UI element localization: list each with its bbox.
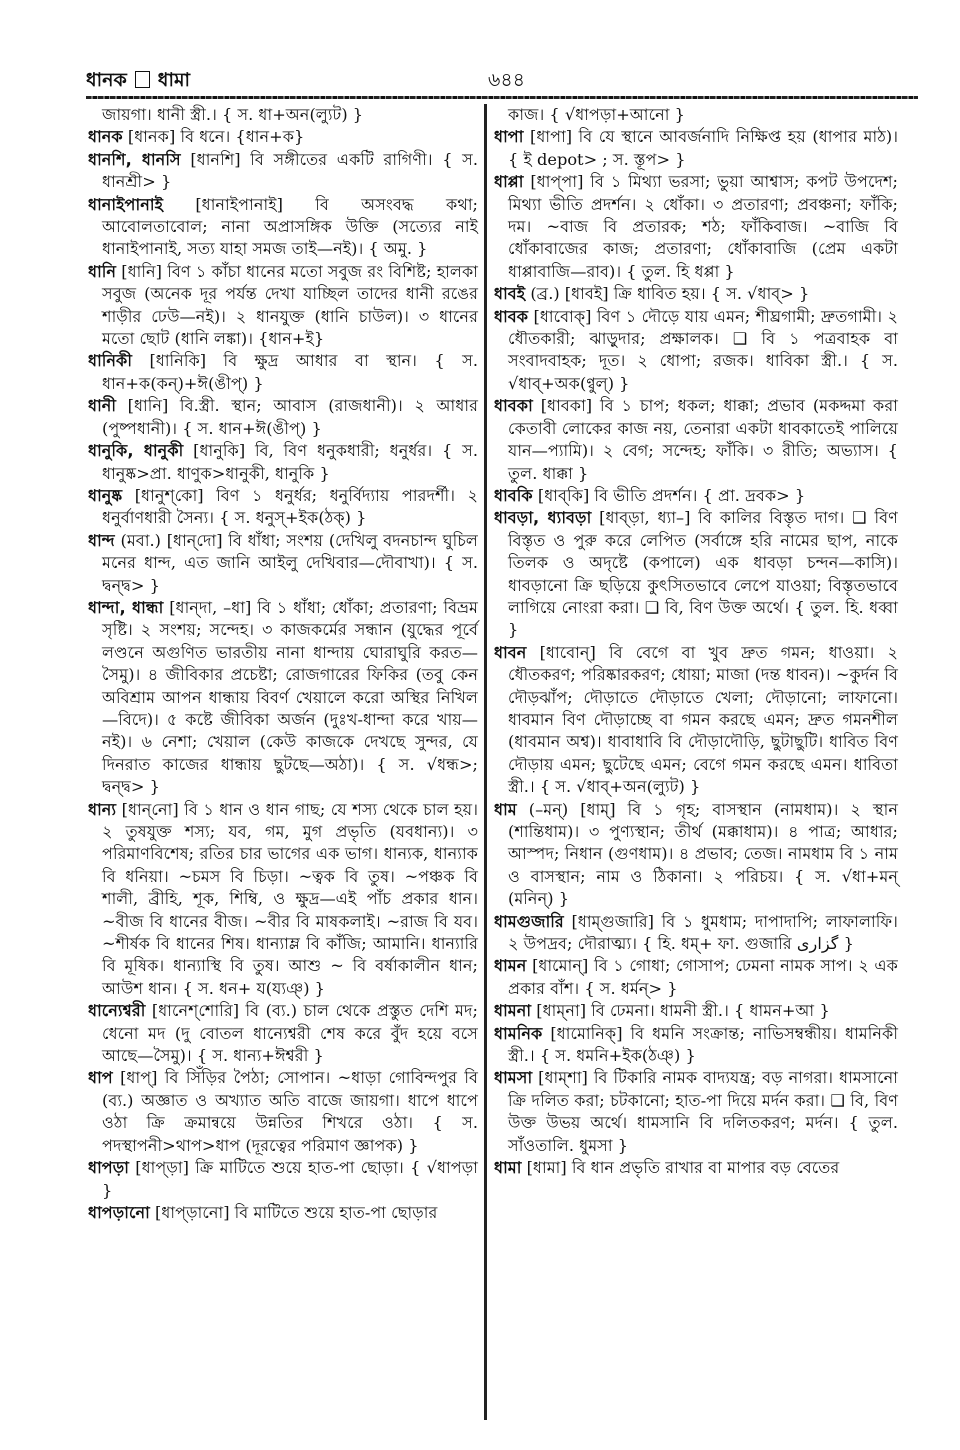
column-divider: [484, 104, 487, 1420]
entry-definition: [ধানি] বিণ ১ কাঁচা ধানের মতো সবুজ রং বিশিষ্ট; হালকা সবুজ (অনেক দূর পর্যন্ত দেখা যাচ্ছিল তাদের ধানী রঙের শাড়ীর ঢেউ—নই)। ২ ধানযুক্ত (ধানি চাউল)। ৩ ধানের মতো ছোট (ধানি লঙ্কা)। {ধান+ই}: [102, 261, 478, 349]
entry-headword: ধাবকা: [494, 396, 533, 416]
entry-definition: [ধানি] বি.স্ত্রী. স্থান; আবাস (রাজধানী)। ২ আধার (পুষ্পধানী)। { স. ধান+ঈ(ঙীপ্) }: [102, 396, 478, 438]
entry-headword: ধান্দ: [88, 530, 115, 550]
entry-definition: [ধাব্‌ড়া, ধ্যা–] বি কালির বিস্তৃত দাগ। ❑ বিণ বিস্তৃত ও পুরু করে লেপিত (সর্বাঙ্গে হরি নামের ছাপ, নাকে তিলক ও অদৃষ্টে (কপালে) এক ধাবড়া চন্দন—কাসি)। ধাবড়ানো ক্রি ছড়িয়ে কুৎসিতভাবে লেপে যাওয়া; বিস্তৃতভাবে লাগিয়ে নোংরা করা। ❑ বি, বিণ উক্ত অর্থে। { তুল. হি. ধব্বা }: [508, 508, 898, 640]
entry-headword: ধাম: [494, 799, 517, 819]
dictionary-entry: [88, 799, 478, 1001]
entry-headword: ধাপ্পা: [494, 172, 524, 192]
entry-definition: [ধামোন্] বি ১ গোধা; গোসাপ; ঢেমনা নামক সাপ। ২ এক প্রকার বাঁশ। { স. ধর্মন্> }: [508, 956, 898, 998]
entry-headword: ধামসা: [494, 1068, 533, 1088]
dictionary-entry: [494, 955, 898, 1000]
dictionary-entry: [88, 395, 478, 440]
dictionary-entry: [494, 306, 898, 396]
entry-headword: ধান্দা, ধান্ধা: [88, 597, 164, 617]
entry-headword: ধাপা: [494, 127, 524, 147]
entry-headword: ধানক: [88, 127, 123, 147]
guide-words: [86, 66, 190, 98]
dictionary-entry: [494, 507, 898, 641]
entry-headword: ধাবক: [494, 306, 529, 326]
dictionary-entry: [494, 395, 898, 485]
left-column: [88, 104, 478, 1224]
dictionary-entry: [494, 1000, 898, 1022]
guide-word-last: ধামা: [157, 69, 191, 91]
page-number: ৬৪৪: [488, 69, 526, 91]
entry-definition: [ধানুকি] বি, বিণ ধনুকধারী; ধনুর্ধর। { স. ধানুষ্ক>প্রা. ধাণুক>ধানুকী, ধানুকি }: [102, 441, 479, 483]
dictionary-entry: [88, 1067, 478, 1157]
dictionary-entry: [494, 283, 898, 305]
entry-definition: [ধানক] বি ধনে। {ধান+ক}: [127, 127, 305, 147]
entry-headword: ধানিকী: [88, 351, 133, 371]
dictionary-entry: [88, 1202, 478, 1224]
entry-definition: [ধাবোন্] বি বেগে বা খুব দ্রুত গমন; ধাওয়া। ২ ধৌতকরণ; পরিষ্কারকরণ; ধোয়া; মাজা (দন্ত ধাবন)। ~কুর্দন বি দৌড়ঝাঁপ; দৌড়াতে দৌড়াতে খেলা; দৌড়ানো; লাফানো। ধাবমান বিণ দৌড়াচ্ছে বা গমন করছে এমন; দ্রুত গমনশীল (ধাবমান অশ্ব)। ধাবাধাবি বি দৌড়াদৌড়ি, ছুটাছুটি। ধাবিত বিণ দৌড়ায় এমন; ছুটেছে এমন; বেগে গমন করছে এমন। ধাবিতা স্ত্রী.। { স. √ধাব্+অন(ল্যুট) }: [508, 642, 899, 797]
entry-definition: [ধানশি] বি সঙ্গীতের একটি রাগিণী। { স. ধানশ্রী> }: [102, 149, 479, 192]
box-separator-icon: [135, 71, 150, 88]
dictionary-entry: [88, 485, 478, 530]
dictionary-entry: [494, 485, 898, 507]
dictionary-entry: [494, 799, 898, 911]
dictionary-entry: [88, 440, 478, 485]
entry-headword: ধাবন: [494, 642, 527, 662]
entry-definition: [ধাবকা] বি ১ চাপ; ধকল; ধাক্কা; প্রভাব (মকদ্দমা করা কেতাবী লোকের কাজ নয়, তেনারা একটা ধাবকাতেই পালিয়ে যান—প্যামি)। ২ বেগ; সন্দেহ; ফাঁকি। ৩ রীতি; অভ্যাস। { তুল. ধাক্কা }: [508, 396, 898, 483]
entry-definition: [ধাব্‌কি] বি ভীতি প্রদর্শন। { প্রা. দ্রবক> }: [537, 485, 806, 505]
entry-headword: ধামনিক: [494, 1023, 543, 1043]
dictionary-entry: [88, 194, 478, 261]
dictionary-entry: [88, 149, 478, 194]
entry-definition: [ধামা] বি ধান প্রভৃতি রাখার বা মাপার বড় বেতের: [526, 1158, 840, 1178]
entry-headword: ধানাইপানাই: [88, 194, 164, 214]
entry-definition: [ধানিকি] বি ক্ষুদ্র আধার বা স্থান। { স. ধান+ক(কন্)+ঈ(ঙীপ্) }: [102, 351, 478, 393]
entry-definition: কাজ। { √ধাপড়া+আনো }: [508, 105, 685, 124]
dictionary-entry: [494, 171, 898, 283]
entry-headword: ধানি: [88, 261, 117, 281]
entry-definition: (মবা.) [ধান্‌দো] বি ধাঁধা; সংশয় (দেখিলু বদনচান্দ ঘুচিল মনের ধান্দ, এত জানি আইলু দেখিবার—দৌবাখা)। { স. দ্বন্দ্ব> }: [102, 530, 478, 595]
dictionary-entry: [494, 642, 898, 799]
right-column: [494, 104, 898, 1180]
entry-headword: ধাবই: [494, 284, 526, 304]
dictionary-entry: [88, 530, 478, 597]
entry-headword: ধাপ: [88, 1068, 113, 1088]
entry-definition: (–মন্) [ধাম্] বি ১ গৃহ; বাসস্থান (নামধাম)। ২ স্থান (শান্তিধাম)। ৩ পুণ্যস্থান; তীর্থ (মক্কাধাম)। ৪ পাত্র; আধার; আস্পদ; নিধান (গুণধাম)। ৪ প্রভাব; তেজ। নামধাম বি ১ নাম ও বাসস্থান; নাম ও ঠিকানা। ২ পরিচয়। { স. √ধা+মন্ (মনিন্) }: [508, 799, 899, 909]
dictionary-entry: [88, 104, 478, 126]
entry-definition: [ধানুশ্‌কো] বিণ ১ ধনুর্ধর; ধনুর্বিদ্যায় পারদর্শী। ২ ধনুর্বাণধারী সৈন্য। { স. ধনুস্+ইক(ঠক্) }: [102, 485, 478, 528]
entry-headword: ধাপড়ানো: [88, 1202, 150, 1222]
entry-definition: [ধাবোক্] বিণ ১ দৌড়ে যায় এমন; শীঘ্রগামী; দ্রুতগামী। ২ ধৌতকারী; ঝাড়ুদার; প্রক্ষালক। ❑ বি ১ পত্রবাহক বা সংবাদবাহক; দূত। ২ ধোপা; রজক। ধাবিকা স্ত্রী.। { স. √ধাব্+অক(ণ্বুল্) }: [508, 306, 898, 393]
entry-definition: [ধান্‌দা, –ধা] বি ১ ধাঁধা; ধোঁকা; প্রতারণা; বিভ্রম সৃষ্টি। ২ সংশয়; সন্দেহ। ৩ কাজকর্মের সন্ধান (যুদ্ধের পূর্বে লণ্ডনে অগুণিত ভারতীয় নানা ধান্দায় ঘোরাঘুরি করত—সৈমু)। ৪ জীবিকার প্রচেষ্টা; রোজগারের ফিকির (তবু কেন অবিশ্রাম আপন ধান্ধায় বিবর্ণ খেয়ালে করো অস্থির নিখিল—বিদে)। ৫ কষ্টে জীবিকা অর্জন (দুঃখ-ধান্দা করে খায়—নই)। ৬ নেশা; খেয়াল (কেউ কাজকে দেখছে সুন্দর, যে দিনরাত কাজের ধান্ধায় ছুটছে—অঠা)। { স. √ধন্ধ>; দ্বন্দ্ব> }: [102, 597, 478, 797]
entry-definition: [ধাম্‌না] বি ঢেমনা। ধামনী স্ত্রী.। { ধামন+আ }: [536, 1001, 830, 1021]
entry-definition: [ধাম্‌শা] বি টিকারি নামক বাদ্যযন্ত্র; বড় নাগরা। ধামসানো ক্রি দলিত করা; চটকানো; হাত-পা দিয়ে মর্দন করা। ❑ বি, বিণ উক্ত উভয় অর্থে। ধামসানি বি দলিতকরণ; মর্দন। { তুল. সাঁওতালি. ধুমসা }: [508, 1068, 898, 1155]
entry-headword: ধান্য: [88, 799, 117, 819]
dictionary-entry: [88, 350, 478, 395]
entry-headword: ধানুষ্ক: [88, 485, 123, 505]
entry-headword: ধামনা: [494, 1001, 532, 1021]
entry-headword: ধানী: [88, 396, 117, 416]
entry-headword: ধাবড়া, ধ্যাবড়া: [494, 508, 592, 528]
entry-definition: [ধাম্‌গুজারি] বি ১ ধুমধাম; দাপাদাপি; লাফালাফি। ২ উপদ্রব; দৌরাত্ম্য। { হি. ধম্+ ফা. গুজারি گزاری }: [508, 911, 898, 954]
entry-definition: [ধামোনিক্] বি ধমনি সংক্রান্ত; নাভিসম্বন্ধীয়। ধামনিকী স্ত্রী.। { স. ধমনি+ইক(ঠঞ্) }: [508, 1023, 898, 1066]
dictionary-entry: [494, 1023, 898, 1068]
entry-definition: [ধান্‌নো] বি ১ ধান ও ধান গাছ; যে শস্য থেকে চাল হয়। ২ তুষযুক্ত শস্য; যব, গম, মুগ প্রভৃতি (যবধান্য)। ৩ পরিমাণবিশেষ; রতির চার ভাগের এক ভাগ। ধান্যক, ধান্যাক বি ধনিয়া। ~চমস বি চিড়া। ~ত্বক বি তুষ। ~পঞ্চক বি শালী, ব্রীহি, শূক, শিম্বি, ও ক্ষুদ্র—এই পাঁচ প্রকার ধান। ~বীজ বি ধানের বীজ। ~বীর বি মাষকলাই। ~রাজ বি যব। ~শীর্ষক বি ধানের শিষ। ধান্যাম্ল বি কাঁজি; আমানি। ধান্যারি বি মূষিক। ধান্যাস্থি বি তুষ। আশু ~ বি বর্ষাকালীন ধান; আউশ ধান। { স. ধন+ য(য্যঞ্) }: [102, 799, 478, 998]
entry-definition: (ব্র.) [ধাবই] ক্রি ধাবিত হয়। { স. √ধাব্> }: [530, 284, 810, 304]
entry-definition: [ধাপ্‌ড়া] ক্রি মাটিতে শুয়ে হাত-পা ছোড়া। { √ধাপড়া }: [102, 1158, 478, 1200]
dictionary-entry: [494, 1067, 898, 1157]
entry-headword: ধানুকি, ধানুকী: [88, 441, 184, 461]
dictionary-entry: [494, 911, 898, 956]
dictionary-entry: [494, 104, 898, 126]
dictionary-entry: [88, 1000, 478, 1067]
dictionary-entry: [88, 261, 478, 351]
entry-definition: [ধাপ্] বি সিঁড়ির পৈঠা; সোপান। ~ধাড়া গোবিন্দপুর বি (ব্য.) অজ্ঞাত ও অখ্যাত অতি বাজে জায়গা। ধাপে ধাপে ওঠা ক্রি ক্রমান্বয়ে উন্নতির শিখরে ওঠা। { স. পদস্থাপনী>থাপ>ধাপ (দূরত্বের পরিমাণ জ্ঞাপক) }: [102, 1068, 478, 1155]
entry-headword: ধাবকি: [494, 485, 533, 505]
page-header: [86, 64, 916, 94]
entry-headword: ধামন: [494, 956, 527, 976]
entry-definition: [ধানাইপানাই] বি অসংবদ্ধ কথা; আবোলতাবোল; নানা অপ্রাসঙ্গিক উক্তি (সত্যের নাই ধানাইপানাই, সত্য যাহা সমজ তাই—নই)। { অমু. }: [102, 194, 478, 259]
entry-headword: ধান্যেশ্বরী: [88, 1001, 146, 1021]
entry-headword: ধামা: [494, 1158, 522, 1178]
entry-headword: ধাপড়া: [88, 1158, 130, 1178]
dictionary-entry: [88, 126, 478, 148]
entry-definition: [ধাপা] বি যে স্থানে আবর্জনাদি নিক্ষিপ্ত হয় (ধাপার মাঠ)। { ই depot> ; স. স্তূপ> }: [508, 127, 898, 169]
dictionary-entry: [494, 1157, 898, 1179]
header-rule: [86, 96, 918, 99]
dictionary-entry: [494, 126, 898, 171]
entry-definition: [ধাপ্‌পা] বি ১ মিথ্যা ভরসা; ভুয়া আশ্বাস; কপট উপদেশ; মিথ্যা ভীতি প্রদর্শন। ২ ধোঁকা। ৩ প্রতারণা; প্রবঞ্চনা; ফাঁকি; দম। ~বাজ বি প্রতারক; শঠ; ফাঁকিবাজ। ~বাজি বি ধোঁকাবাজের কাজ; প্রতারণা; ধোঁকাবাজি (প্রেম একটা ধাপ্পাবাজি—রাব)। { তুল. হি ধপ্পা }: [508, 172, 898, 281]
entry-definition: জায়গা। ধানী স্ত্রী.। { স. ধা+অন(ল্যুট) }: [102, 105, 364, 124]
dictionary-entry: [88, 597, 478, 799]
entry-headword: ধানশি, ধানসি: [88, 149, 181, 169]
dictionary-entry: [88, 1157, 478, 1202]
entry-headword: ধামগুজারি: [494, 911, 564, 931]
guide-word-first: ধানক: [86, 69, 127, 91]
entry-definition: [ধাপ্‌ড়ানো] বি মাটিতে শুয়ে হাত-পা ছোড়ার: [155, 1202, 438, 1222]
entry-definition: [ধানেশ্‌শোরি] বি (ব্য.) চাল থেকে প্রস্তুত দেশি মদ; ধেনো মদ (দু বোতল ধান্যেশ্বরী শেষ করে বুঁদ হয়ে বসে আছে—সৈমু)। { স. ধান্য+ঈশ্বরী }: [102, 1001, 478, 1066]
